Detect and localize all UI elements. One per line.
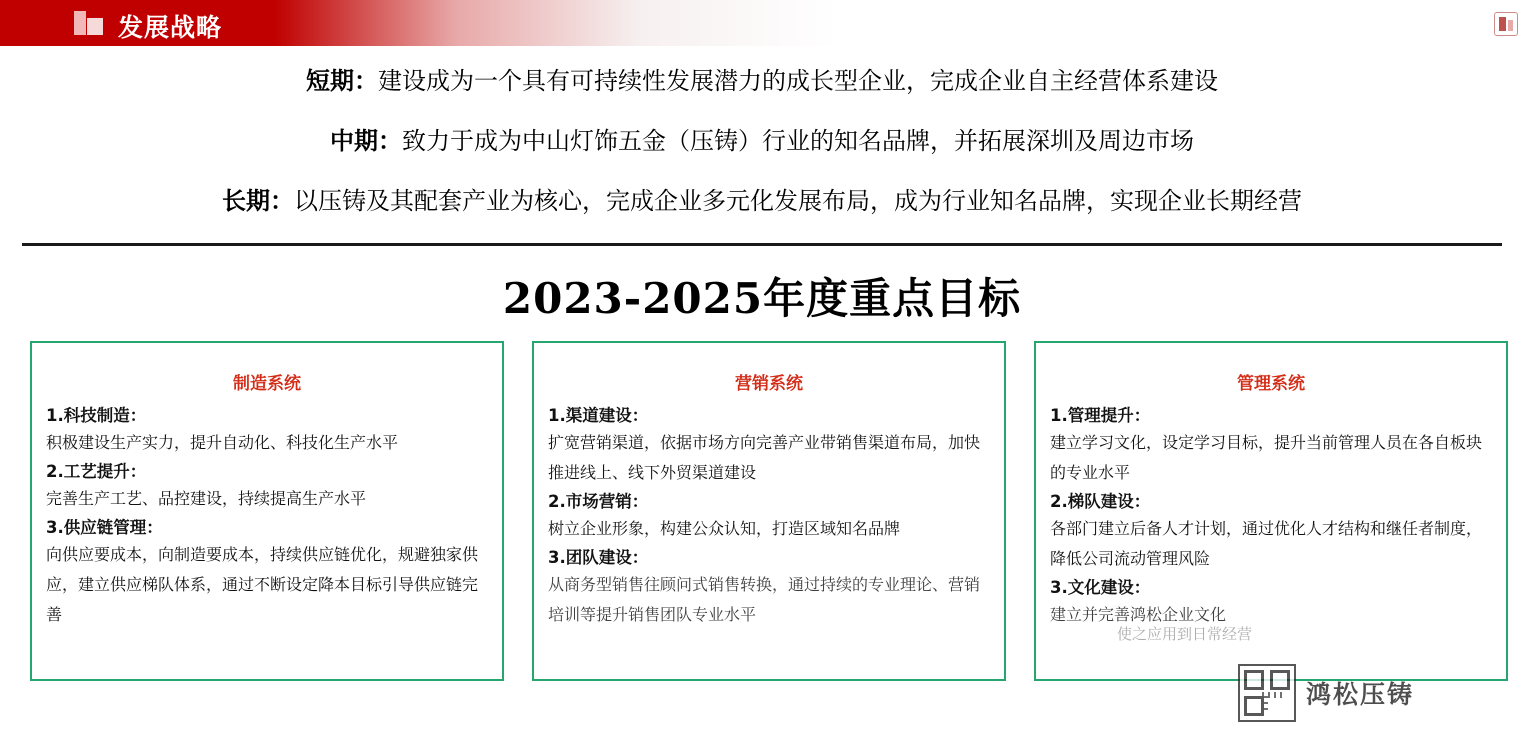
card-item-body: 树立企业形象，构建公众认知，打造区域知名品牌 <box>548 519 901 538</box>
card-item-head: 2.工艺提升： <box>46 462 147 481</box>
main-title: 2023-2025年度重点目标 <box>502 274 1022 323</box>
card-item-body: 完善生产工艺、品控建设，持续提高生产水平 <box>46 489 367 508</box>
watermark <box>1238 662 1508 724</box>
strategy-text: 致力于成为中山灯饰五金（压铸）行业的知名品牌，并拓展深圳及周边市场 <box>402 127 1194 155</box>
card-item-head: 2.梯队建设： <box>1050 492 1151 511</box>
strategy-list <box>0 66 1524 246</box>
card-item-head: 3.供应链管理： <box>46 518 163 537</box>
strategy-line <box>0 126 1524 156</box>
strategy-text: 以压铸及其配套产业为核心，完成企业多元化发展布局，成为行业知名品牌，实现企业长期经营 <box>294 187 1302 215</box>
watermark-ghost-text: 使之应用到日常经营 <box>1116 625 1252 643</box>
strategy-text: 建设成为一个具有可持续性发展潜力的成长型企业，完成企业自主经营体系建设 <box>378 67 1218 95</box>
card-item-body: 从商务型销售往顾问式销售转换，通过持续的专业理论、营销培训等提升销售团队专业水平 <box>548 575 981 624</box>
card-marketing <box>532 341 1006 681</box>
card-item-head: 1.管理提升： <box>1050 406 1151 425</box>
app-badge-icon[interactable] <box>1494 12 1518 36</box>
header-bar <box>0 0 1524 46</box>
strategy-line <box>0 186 1524 216</box>
goal-cards <box>30 341 1508 681</box>
strategy-label: 长期： <box>222 186 294 215</box>
card-item-body: 扩宽营销渠道，依据市场方向完善产业带销售渠道布局，加快推进线上、线下外贸渠道建设 <box>548 433 981 482</box>
page-title: 发展战略 <box>118 13 223 42</box>
card-item-head: 1.渠道建设： <box>548 406 649 425</box>
watermark-brand: 鸿松压铸 <box>1306 680 1415 709</box>
qr-code-icon <box>1238 664 1296 722</box>
red-block-icon <box>74 11 104 35</box>
card-item-body: 各部门建立后备人才计划，通过优化人才结构和继任者制度，降低公司流动管理风险 <box>1050 519 1483 568</box>
card-manufacturing <box>30 341 504 681</box>
card-title: 制造系统 <box>233 374 301 394</box>
card-management <box>1034 341 1508 681</box>
section-divider <box>22 243 1502 246</box>
strategy-line <box>0 66 1524 96</box>
card-item-head: 3.文化建设： <box>1050 578 1151 597</box>
header-left-panel <box>0 0 420 46</box>
card-title: 管理系统 <box>1237 374 1305 394</box>
strategy-label: 中期： <box>330 126 402 155</box>
card-item-body: 向供应要成本，向制造要成本，持续供应链优化，规避独家供应，建立供应梯队体系，通过不断设定降本目标引导供应链完善 <box>46 545 479 624</box>
card-item-head: 3.团队建设： <box>548 548 649 567</box>
card-item-head: 2.市场营销： <box>548 492 649 511</box>
strategy-label: 短期： <box>306 66 378 95</box>
card-item-body: 建立并完善鸿松企业文化 <box>1050 605 1227 624</box>
card-title: 营销系统 <box>735 374 803 394</box>
card-item-body: 积极建设生产实力，提升自动化、科技化生产水平 <box>46 433 399 452</box>
card-item-body: 建立学习文化，设定学习目标，提升当前管理人员在各自板块的专业水平 <box>1050 433 1483 482</box>
card-item-head: 1.科技制造： <box>46 406 147 425</box>
